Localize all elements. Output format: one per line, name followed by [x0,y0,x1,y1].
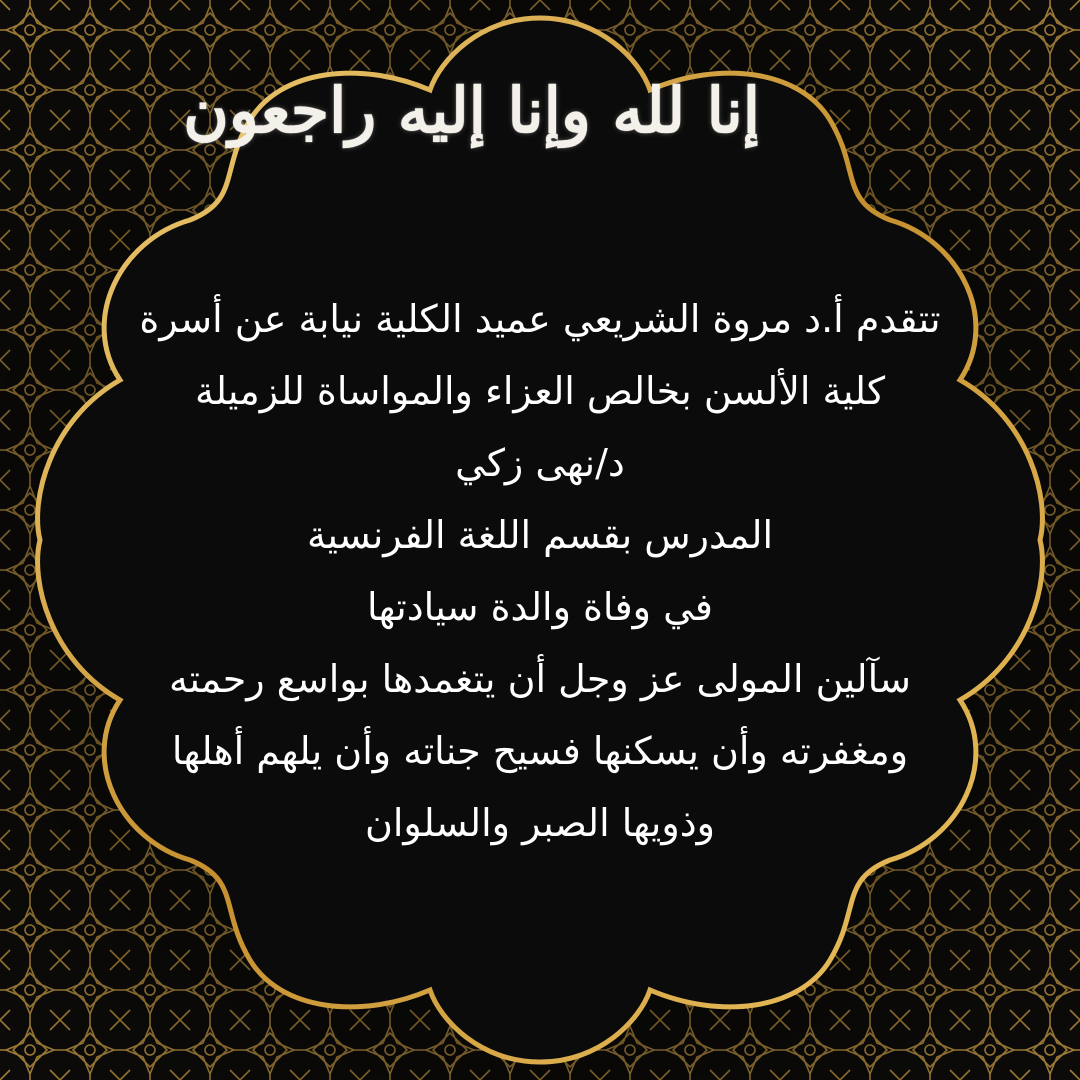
message-line: ومغفرته وأن يسكنها فسيح جناته وأن يلهم أهلها [171,729,909,773]
message-line: وذويها الصبر والسلوان [364,801,716,845]
message-line: في وفاة والدة سيادتها [367,585,713,629]
message-line: د/نهى زكي [455,441,625,485]
message-line: المدرس بقسم اللغة الفرنسية [306,513,774,557]
message-line: كلية الألسن بخالص العزاء والمواساة للزميلة [194,369,886,413]
quranic-calligraphy-header: إنا لله وإنا إليه راجعون [183,74,760,147]
condolence-message [40,283,1040,859]
message-line: تتقدم أ.د مروة الشريعي عميد الكلية نيابة عن أسرة [139,297,941,341]
message-line: سآلين المولى عز وجل أن يتغمدها بواسع رحمته [168,657,912,701]
